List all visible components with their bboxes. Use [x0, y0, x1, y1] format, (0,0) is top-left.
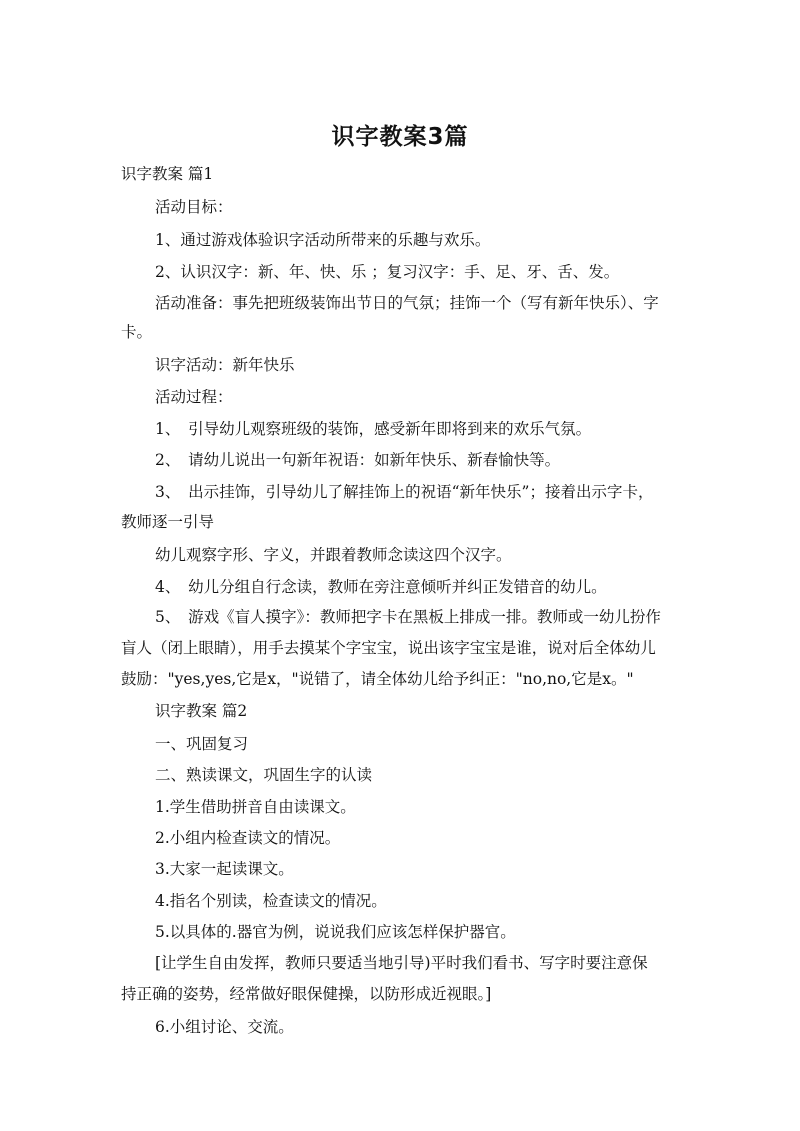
paragraph-line: 鼓励："yes,yes,它是x，"说错了，请全体幼儿给予纠正："no,no,它是x。": [121, 670, 634, 688]
paragraph-line: 2.小组内检查读文的情况。: [155, 829, 341, 847]
paragraph-line: 活动目标：: [155, 198, 233, 216]
section-heading-2: 识字教案 篇2: [155, 702, 248, 720]
paragraph-line: 3.大家一起读课文。: [155, 860, 294, 878]
paragraph-line: 教师逐一引导: [121, 513, 215, 531]
paragraph-line: 活动准备：事先把班级装饰出节日的气氛；挂饰一个（写有新年快乐）、字: [155, 294, 659, 312]
paragraph-line: 2、认识汉字：新、年、快、乐 ；复习汉字：手、足、牙、舌、发。: [155, 263, 620, 281]
paragraph-line: 活动过程：: [155, 388, 233, 406]
paragraph-line: 5.以具体的.器官为例，说说我们应该怎样保护器官。: [155, 923, 516, 941]
paragraph-line: 1、通过游戏体验识字活动所带来的乐趣与欢乐。: [155, 231, 491, 249]
paragraph-line: 幼儿观察字形、字义，并跟着教师念读这四个汉字。: [155, 546, 512, 564]
paragraph-line: 识字活动：新年快乐: [155, 356, 295, 374]
document-title: 识字教案3篇: [331, 124, 469, 150]
paragraph-line: 3、 出示挂饰，引导幼儿了解挂饰上的祝语“新年快乐”；接着出示字卡，: [155, 483, 654, 501]
paragraph-line: 1.学生借助拼音自由读课文。: [155, 798, 356, 816]
paragraph-line: 持正确的姿势，经常做好眼保健操，以防形成近视眼。]: [121, 985, 492, 1003]
paragraph-line: 5、 游戏《盲人摸字》：教师把字卡在黑板上排成一排。教师或一幼儿扮作: [155, 608, 661, 626]
paragraph-line: 卡。: [121, 323, 153, 341]
paragraph-line: 2、 请幼儿说出一句新年祝语：如新年快乐、新春愉快等。: [155, 451, 561, 469]
section-heading-1: 识字教案 篇1: [121, 165, 214, 183]
paragraph-line: 4.指名个别读，检查读文的情况。: [155, 892, 387, 910]
paragraph-line: 一、巩固复习: [155, 735, 249, 753]
paragraph-line: 盲人（闭上眼睛），用手去摸某个字宝宝，说出该字宝宝是谁，说对后全体幼儿: [121, 639, 656, 657]
paragraph-line: [让学生自由发挥，教师只要适当地引导)平时我们看书、写字时要注意保: [155, 954, 648, 972]
paragraph-line: 4、 幼儿分组自行念读，教师在旁注意倾听并纠正发错音的幼儿。: [155, 578, 607, 596]
paragraph-line: 1、 引导幼儿观察班级的装饰，感受新年即将到来的欢乐气氛。: [155, 420, 592, 438]
paragraph-line: 二、熟读课文，巩固生字的认读: [155, 766, 373, 784]
paragraph-line: 6.小组讨论、交流。: [155, 1018, 294, 1036]
